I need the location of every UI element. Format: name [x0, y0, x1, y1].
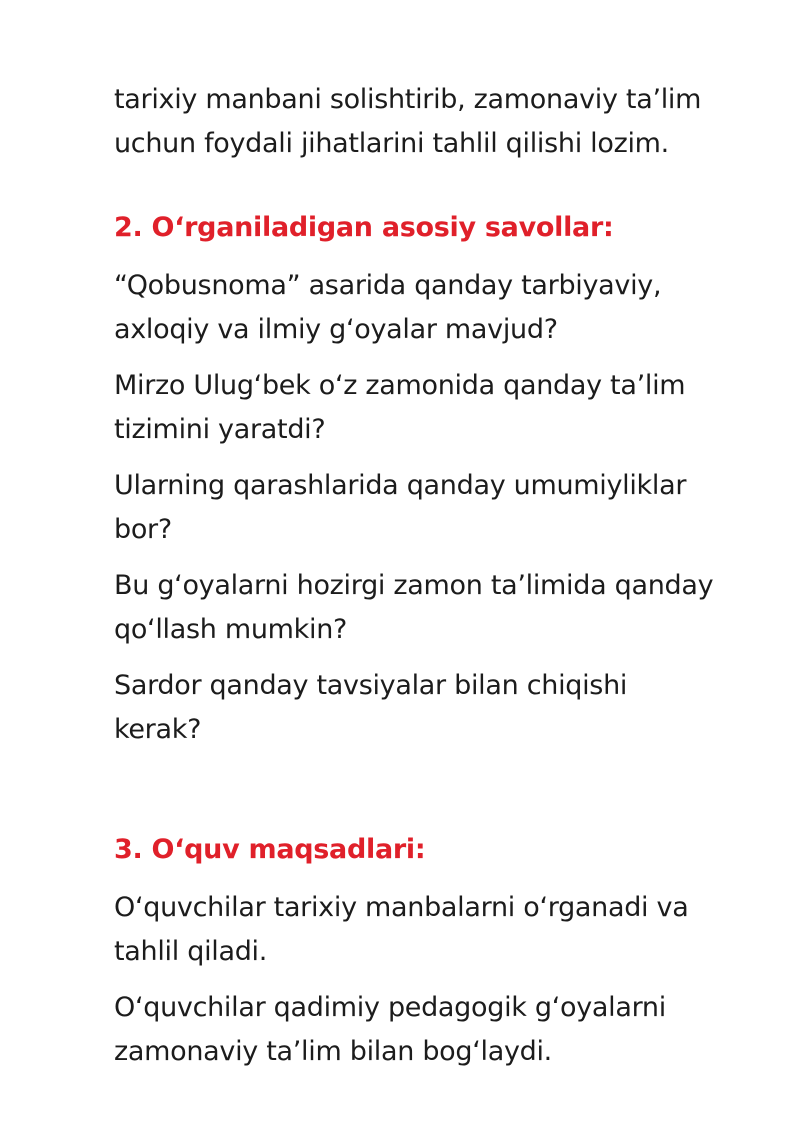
question-line: Bu g‘oyalarni hozirgi zamon ta’limida qanday	[114, 570, 714, 601]
goal-item	[114, 886, 754, 974]
document-page	[114, 78, 754, 1074]
question-line: Sardor qanday tavsiyalar bilan chiqishi	[114, 670, 628, 701]
goal-line: O‘quvchilar tarixiy manbalarni o‘rganadi va	[114, 892, 689, 923]
question-line: bor?	[114, 514, 172, 545]
question-item	[114, 364, 754, 452]
intro-line: tarixiy manbani solishtirib, zamonaviy ta’lim	[114, 84, 702, 115]
question-line: tizimini yaratdi?	[114, 414, 326, 445]
intro-line: uchun foydali jihatlarini tahlil qilishi lozim.	[114, 128, 669, 159]
intro-paragraph	[114, 78, 754, 166]
question-line: Mirzo Ulug‘bek o‘z zamonida qanday ta’lim	[114, 370, 686, 401]
goal-item	[114, 986, 754, 1074]
question-line: “Qobusnoma” asarida qanday tarbiyaviy,	[114, 270, 662, 301]
question-item	[114, 664, 754, 752]
section-2-heading: 2. O‘rganiladigan asosiy savollar:	[114, 212, 614, 243]
question-item	[114, 264, 754, 352]
question-line: qo‘llash mumkin?	[114, 614, 348, 645]
goal-line: zamonaviy ta’lim bilan bog‘laydi.	[114, 1036, 552, 1067]
goal-line: O‘quvchilar qadimiy pedagogik g‘oyalarni	[114, 992, 666, 1023]
question-line: Ularning qarashlarida qanday umumiyliklar	[114, 470, 687, 501]
question-line: kerak?	[114, 714, 202, 745]
question-item	[114, 564, 754, 652]
question-line: axloqiy va ilmiy g‘oyalar mavjud?	[114, 314, 558, 345]
section-3-heading: 3. O‘quv maqsadlari:	[114, 834, 426, 865]
goal-line: tahlil qiladi.	[114, 936, 268, 967]
question-item	[114, 464, 754, 552]
